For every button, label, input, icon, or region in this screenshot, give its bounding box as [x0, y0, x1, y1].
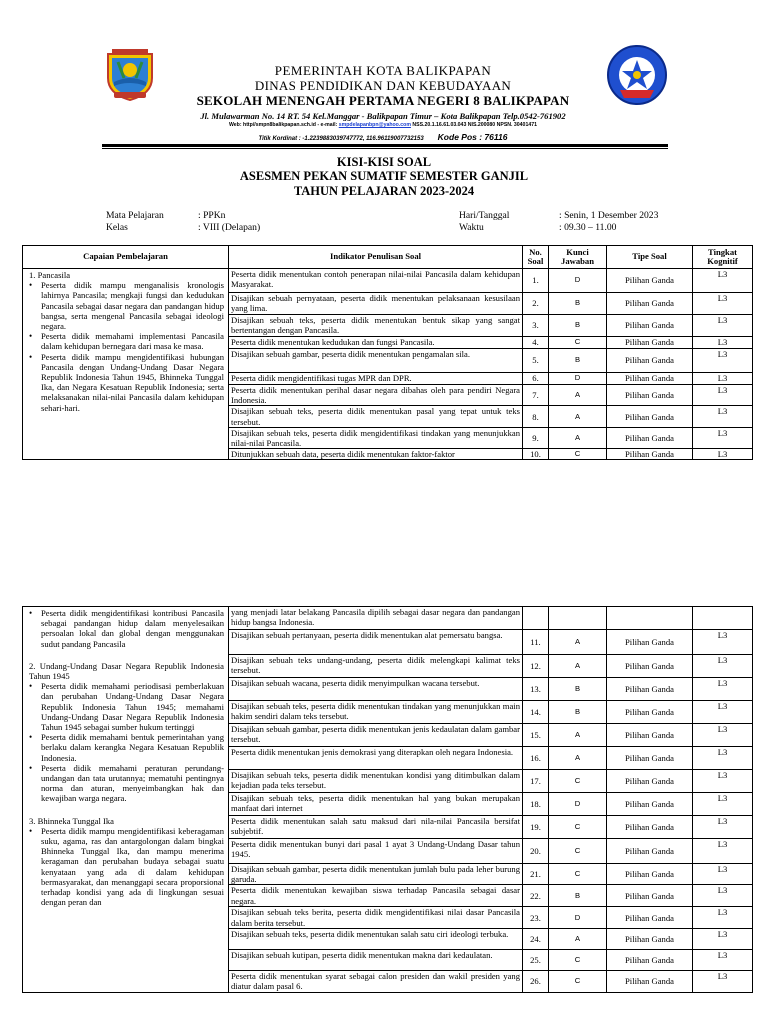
cp-bullet-kontribusi — [29, 608, 224, 649]
email-link[interactable]: smpdelapanbpn@yahoo.com — [338, 122, 411, 128]
cp-bullet-2 — [29, 331, 224, 351]
indikator-cell: Disajikan sebuah pernyataan, peserta didik menentukan pelaksanaan kesusilaan yang lima. — [229, 293, 523, 315]
no-soal-cell: 8. — [523, 406, 549, 427]
tipe-cell: Pilihan Ganda — [607, 315, 693, 337]
cp-bullet-periodisasi-text: Peserta didik memahami periodisasi pemberlakuan dan perubahan Undang-Undang Dasar Negara Republik Indonesia Tahun 1945; memahami Undang-Undang Dasar Negara Republik Indonesia Tahun 1945 sebagai sumber hukum tertinggi — [41, 681, 224, 733]
capaian-cell — [23, 269, 229, 460]
kunci-cell: D — [549, 793, 607, 816]
tingkat-cell: L3 — [693, 293, 753, 315]
tingkat-cell: L3 — [693, 315, 753, 337]
cp-bullet-kontribusi-text: Peserta didik mengidentifikasi kontribusi Pancasila sebagai pandangan hidup dalam menyelesaikan persoalan lokal dan global dengan menggunakan sudut pandang Pancasila — [41, 608, 224, 649]
tingkat-cell: L3 — [693, 839, 753, 864]
indikator-cell: Disajikan sebuah teks, peserta didik menentukan pasal yang tepat untuk teks tersebut. — [229, 406, 523, 427]
kunci-cell: C — [549, 839, 607, 864]
tingkat-cell: L3 — [693, 970, 753, 992]
indikator-cell: Ditunjukkan sebuah data, peserta didik menentukan faktor-faktor — [229, 449, 523, 460]
kunci-cell: A — [549, 630, 607, 655]
no-soal-cell: 9. — [523, 427, 549, 448]
no-soal-cell: 7. — [523, 385, 549, 406]
indikator-cell: Disajikan sebuah teks, peserta didik menentukan hal yang bukan merupakan manfaat dari internet — [229, 793, 523, 816]
no-soal-cell: 11. — [523, 630, 549, 655]
tingkat-cell: L3 — [693, 770, 753, 793]
cp-bullet-peraturan — [29, 763, 224, 804]
no-soal-cell: 15. — [523, 724, 549, 747]
tipe-cell: Pilihan Ganda — [607, 701, 693, 724]
cp-bullet-periodisasi — [29, 681, 224, 732]
no-soal-cell: 19. — [523, 816, 549, 839]
cp-bullet-pemerintahan — [29, 732, 224, 763]
indikator-cell: Peserta didik menentukan syarat sebagai calon presiden dan wakil presiden yang diatur dalam pasal 6. — [229, 970, 523, 992]
no-soal-cell: 4. — [523, 337, 549, 349]
title-line-2: ASESMEN PEKAN SUMATIF SEMESTER GANJIL — [239, 169, 529, 184]
no-soal-cell: 20. — [523, 839, 549, 864]
tipe-cell: Pilihan Ganda — [607, 385, 693, 406]
kunci-cell: D — [549, 907, 607, 928]
cp-bullet-peraturan-text: Peserta didik memahami peraturan perundang-undangan dan tata urutannya; mematuhi pentingnya norma dan aturan, menyeimbangkan hak dan kewajiban warga negara. — [41, 762, 224, 804]
empty-cell — [607, 607, 693, 630]
tingkat-cell: L3 — [693, 349, 753, 373]
cp-heading-pancasila: 1. Pancasila — [29, 270, 71, 280]
tingkat-cell: L3 — [693, 864, 753, 885]
tipe-cell: Pilihan Ganda — [607, 949, 693, 970]
kunci-cell: C — [549, 864, 607, 885]
tipe-cell: Pilihan Ganda — [607, 885, 693, 907]
tipe-cell: Pilihan Ganda — [607, 678, 693, 701]
indikator-cell: Peserta didik menentukan kedudukan dan fungsi Pancasila. — [229, 337, 523, 349]
kunci-cell: B — [549, 885, 607, 907]
tipe-cell: Pilihan Ganda — [607, 427, 693, 448]
tipe-cell: Pilihan Ganda — [607, 293, 693, 315]
cp-bullet-3-text: Peserta didik mampu mengidentifikasi hubungan Pancasila dengan Undang-Undang Dasar Negara Republik Indonesia Tahun 1945, Bhinneka Tunggal Ika, dan Negara Kesatuan Republik Indonesia; serta melaksanakan nilai-nilai Pancasila dalam kehidupan sehari-hari. — [41, 351, 224, 413]
no-soal-cell: 1. — [523, 269, 549, 293]
spacer — [29, 649, 224, 661]
tipe-cell: Pilihan Ganda — [607, 816, 693, 839]
indikator-cell: Peserta didik menentukan bunyi dari pasal 1 ayat 3 Undang-Undang Dasar tahun 1945. — [229, 839, 523, 864]
web-prefix: Web: http//smpn8balikpapan.sch.id - e-mail: — [229, 122, 339, 128]
bullet-icon: • — [29, 280, 33, 291]
indikator-cell: Disajikan sebuah gambar, peserta didik menentukan pengamalan sila. — [229, 349, 523, 373]
spacer — [29, 804, 224, 816]
indikator-cell: Disajikan sebuah teks, peserta didik menentukan salah satu ciri ideologi terbuka. — [229, 928, 523, 949]
no-soal-cell: 6. — [523, 373, 549, 385]
tipe-cell: Pilihan Ganda — [607, 970, 693, 992]
letterhead-rule-thin — [102, 148, 668, 149]
kunci-cell: C — [549, 949, 607, 970]
tingkat-cell: L3 — [693, 655, 753, 678]
no-soal-cell: 3. — [523, 315, 549, 337]
cp-bullet-keberagaman — [29, 826, 224, 908]
bullet-icon: • — [29, 331, 33, 342]
meta-kelas-key: Kelas — [106, 222, 128, 233]
tipe-cell: Pilihan Ganda — [607, 770, 693, 793]
no-soal-cell: 17. — [523, 770, 549, 793]
kisi-kisi-table-2 — [22, 606, 753, 993]
no-soal-cell: 18. — [523, 793, 549, 816]
bullet-icon: • — [29, 351, 33, 362]
indikator-cell: Disajikan sebuah teks undang-undang, peserta didik melengkapi kalimat teks tersebut. — [229, 655, 523, 678]
indikator-cell: Disajikan sebuah kutipan, peserta didik menentukan makna dari kedaulatan. — [229, 949, 523, 970]
tipe-cell: Pilihan Ganda — [607, 449, 693, 460]
tipe-cell: Pilihan Ganda — [607, 839, 693, 864]
smpn8-school-logo-icon — [606, 44, 668, 106]
no-soal-cell: 23. — [523, 907, 549, 928]
no-soal-cell: 10. — [523, 449, 549, 460]
no-soal-cell: 21. — [523, 864, 549, 885]
tingkat-cell: L3 — [693, 385, 753, 406]
kunci-cell: A — [549, 427, 607, 448]
meta-waktu-value: : 09.30 – 11.00 — [559, 222, 617, 233]
kunci-cell: B — [549, 678, 607, 701]
empty-cell — [693, 607, 753, 630]
cp-bullet-3 — [29, 352, 224, 413]
letterhead-department: DINAS PENDIDIKAN DAN KEBUDAYAAN — [254, 77, 512, 93]
tingkat-cell: L3 — [693, 793, 753, 816]
kunci-cell: A — [549, 406, 607, 427]
web-suffix: NSS.20.1.16.61.03.043 NIS.200080 NPSN. 30401471 — [410, 122, 537, 128]
tipe-cell: Pilihan Ganda — [607, 337, 693, 349]
kunci-cell: A — [549, 724, 607, 747]
letterhead-address: Jl. Mulawarman No. 14 RT. 54 Kel.Manggar - Balikpapan Timur – Kota Balikpapan Telp.0542-761902 — [200, 111, 566, 121]
meta-kelas-value: : VIII (Delapan) — [198, 222, 261, 233]
kunci-cell: B — [549, 293, 607, 315]
no-soal-cell: 22. — [523, 885, 549, 907]
bullet-icon: • — [29, 762, 33, 773]
capaian-cell — [23, 607, 229, 993]
col-tipe: Tipe Soal — [607, 246, 693, 269]
kunci-cell: B — [549, 349, 607, 373]
title-line-3: TAHUN PELAJARAN 2023-2024 — [293, 183, 475, 198]
page-1 — [0, 0, 768, 500]
tingkat-cell: L3 — [693, 427, 753, 448]
meta-left — [106, 210, 260, 234]
letterhead-school: SEKOLAH MENENGAH PERTAMA NEGERI 8 BALIKPAPAN — [196, 92, 570, 108]
kunci-cell: D — [549, 269, 607, 293]
tipe-cell: Pilihan Ganda — [607, 724, 693, 747]
indikator-cell: Peserta didik menentukan perihal dasar negara dibahas oleh para pendiri Negara Indonesia. — [229, 385, 523, 406]
cp-bullet-pemerintahan-text: Peserta didik memahami bentuk pemerintahan yang berlaku dalam kerangka Negara Kesatuan Republik Indonesia. — [41, 732, 224, 763]
kunci-cell: A — [549, 385, 607, 406]
indikator-cell: Disajikan sebuah pertanyaan, peserta didik menentukan alat pemersatu bangsa. — [229, 630, 523, 655]
tingkat-cell: L3 — [693, 337, 753, 349]
letterhead-coordinates — [160, 132, 606, 142]
no-soal-cell: 5. — [523, 349, 549, 373]
cp-bullet-keberagaman-text: Peserta didik mampu mengidentifikasi keberagaman suku, agama, ras dan antargolongan dalam bingkai Bhinneka Tunggal Ika, dan mampu menerima keragaman dan perubahan budaya sebagai suatu kenyataan yang ada di dalam kehidupan bermasyarakat, dan menanggapi secara proporsional terhadap kondisi yang ada di lingkungan sesuai dengan peran dan — [41, 825, 224, 908]
indikator-cell: Disajikan sebuah teks berita, peserta didik mengidentifikasi nilai dasar Pancasila dalam berita tersebut. — [229, 907, 523, 928]
tingkat-cell: L3 — [693, 701, 753, 724]
tingkat-cell: L3 — [693, 928, 753, 949]
no-soal-cell: 25. — [523, 949, 549, 970]
meta-mapel-key: Mata Pelajaran — [106, 210, 164, 221]
col-capaian: Capaian Pembelajaran — [23, 246, 229, 269]
indikator-cell: Disajikan sebuah teks, peserta didik menentukan kondisi yang ditimbulkan dalam kejadian pada teks tersebut. — [229, 770, 523, 793]
kunci-cell: A — [549, 747, 607, 770]
no-soal-cell: 13. — [523, 678, 549, 701]
tingkat-cell: L3 — [693, 907, 753, 928]
indikator-cell: Disajikan sebuah gambar, peserta didik menentukan jumlah bulu pada leher burung garuda. — [229, 864, 523, 885]
page-2 — [0, 606, 768, 1024]
indikator-cell: Peserta didik menentukan jenis demokrasi yang diterapkan oleh negara Indonesia. — [229, 747, 523, 770]
indikator-cell: Peserta didik mengidentifikasi tugas MPR dan DPR. — [229, 373, 523, 385]
tipe-cell: Pilihan Ganda — [607, 747, 693, 770]
meta-hari-key: Hari/Tanggal — [459, 210, 510, 221]
kunci-cell: A — [549, 928, 607, 949]
tipe-cell: Pilihan Ganda — [607, 349, 693, 373]
letterhead-government: PEMERINTAH KOTA BALIKPAPAN — [274, 63, 492, 78]
indikator-cell: Disajikan sebuah teks, peserta didik menentukan tindakan yang menunjukkan main hakim sendiri dalam teks tersebut. — [229, 701, 523, 724]
cp-bullet-1-text: Peserta didik mampu menganalisis kronologis lahirnya Pancasila; mengkaji fungsi dan kedudukan Pancasila sebagai dasar negara dan pandangan hidup bangsa, serta mengenal Pancasila sebagai ideologi negara. — [41, 280, 224, 332]
empty-cell — [549, 607, 607, 630]
document-title — [0, 155, 768, 198]
meta-hari-value: : Senin, 1 Desember 2023 — [559, 210, 659, 221]
tingkat-cell: L3 — [693, 724, 753, 747]
kunci-cell: B — [549, 315, 607, 337]
tipe-cell: Pilihan Ganda — [607, 864, 693, 885]
tipe-cell: Pilihan Ganda — [607, 655, 693, 678]
empty-cell — [523, 607, 549, 630]
no-soal-cell: 2. — [523, 293, 549, 315]
kisi-kisi-table-1 — [22, 245, 753, 460]
tingkat-cell: L3 — [693, 949, 753, 970]
indikator-cell: Disajikan sebuah teks, peserta didik mengidentifikasi tindakan yang menunjukkan nilai-nilai Pancasila. — [229, 427, 523, 448]
meta-waktu-key: Waktu — [459, 222, 484, 233]
indikator-cell: Peserta didik menentukan contoh penerapan nilai-nilai Pancasila dalam kehidupan Masyarakat. — [229, 269, 523, 293]
kota-balikpapan-emblem-icon — [104, 48, 156, 102]
no-soal-cell: 26. — [523, 970, 549, 992]
tipe-cell: Pilihan Ganda — [607, 928, 693, 949]
kunci-cell: C — [549, 449, 607, 460]
kunci-cell: C — [549, 337, 607, 349]
tingkat-cell: L3 — [693, 816, 753, 839]
col-indikator: Indikator Penulisan Soal — [229, 246, 523, 269]
cp-heading-uud: 2. Undang-Undang Dasar Negara Republik Indonesia Tahun 1945 — [29, 660, 224, 682]
kunci-cell: C — [549, 970, 607, 992]
kunci-cell: C — [549, 770, 607, 793]
table-header-row — [23, 246, 753, 269]
tingkat-cell: L3 — [693, 373, 753, 385]
tipe-cell: Pilihan Ganda — [607, 269, 693, 293]
tingkat-cell: L3 — [693, 885, 753, 907]
tingkat-cell: L3 — [693, 406, 753, 427]
indikator-cell: Disajikan sebuah wacana, peserta didik menyimpulkan wacana tersebut. — [229, 678, 523, 701]
table-row — [23, 607, 753, 630]
kunci-cell: B — [549, 701, 607, 724]
letterhead — [160, 64, 606, 109]
title-line-1: KISI-KISI SOAL — [336, 155, 432, 169]
postal-code: Kode Pos : 76116 — [437, 132, 508, 142]
indikator-cell: Disajikan sebuah gambar, peserta didik menentukan jenis kedaulatan dalam gambar tersebut. — [229, 724, 523, 747]
tipe-cell: Pilihan Ganda — [607, 373, 693, 385]
kunci-cell: A — [549, 655, 607, 678]
coordinates-text: Titik Kordinat : -1.2239883039747772, 116.96119007732153 — [258, 136, 424, 142]
meta-mapel-value: : PPKn — [198, 210, 226, 221]
tingkat-cell: L3 — [693, 678, 753, 701]
bullet-icon: • — [29, 732, 33, 743]
tingkat-cell: L3 — [693, 747, 753, 770]
tipe-cell: Pilihan Ganda — [607, 907, 693, 928]
meta-right — [459, 210, 658, 234]
kunci-cell: D — [549, 373, 607, 385]
table-row — [23, 269, 753, 293]
no-soal-cell: 24. — [523, 928, 549, 949]
no-soal-cell: 16. — [523, 747, 549, 770]
kunci-cell: C — [549, 816, 607, 839]
cp-bullet-1 — [29, 280, 224, 331]
tingkat-cell: L3 — [693, 630, 753, 655]
bullet-icon: • — [29, 825, 33, 836]
col-kunci: Kunci Jawaban — [549, 246, 607, 269]
indikator-cell: Peserta didik menentukan salah satu maksud dari nila-nilai Pancasila bersifat subjebtif. — [229, 816, 523, 839]
col-tingkat: Tingkat Kognitif — [693, 246, 753, 269]
indikator-cell: yang menjadi latar belakang Pancasila dipilih sebagai dasar negara dan pandangan hidup bangsa Indonesia. — [229, 607, 523, 630]
indikator-cell: Peserta didik menentukan kewajiban siswa terhadap Pancasila sebagai dasar negara. — [229, 885, 523, 907]
no-soal-cell: 12. — [523, 655, 549, 678]
indikator-cell: Disajikan sebuah teks, peserta didik menentukan bentuk sikap yang sangat bertentangan dengan Pancasila. — [229, 315, 523, 337]
tingkat-cell: L3 — [693, 269, 753, 293]
tingkat-cell: L3 — [693, 449, 753, 460]
bullet-icon: • — [29, 608, 33, 618]
bullet-icon: • — [29, 681, 33, 692]
cp-heading-bhinneka: 3. Bhinneka Tunggal Ika — [29, 815, 114, 826]
tipe-cell: Pilihan Ganda — [607, 793, 693, 816]
letterhead-rule-thick — [102, 144, 668, 147]
tipe-cell: Pilihan Ganda — [607, 630, 693, 655]
letterhead-web — [160, 122, 606, 128]
tipe-cell: Pilihan Ganda — [607, 406, 693, 427]
no-soal-cell: 14. — [523, 701, 549, 724]
col-no-soal: No. Soal — [523, 246, 549, 269]
cp-bullet-2-text: Peserta didik memahami implementasi Pancasila dalam kehidupan bernegara dari masa ke masa. — [41, 331, 224, 352]
